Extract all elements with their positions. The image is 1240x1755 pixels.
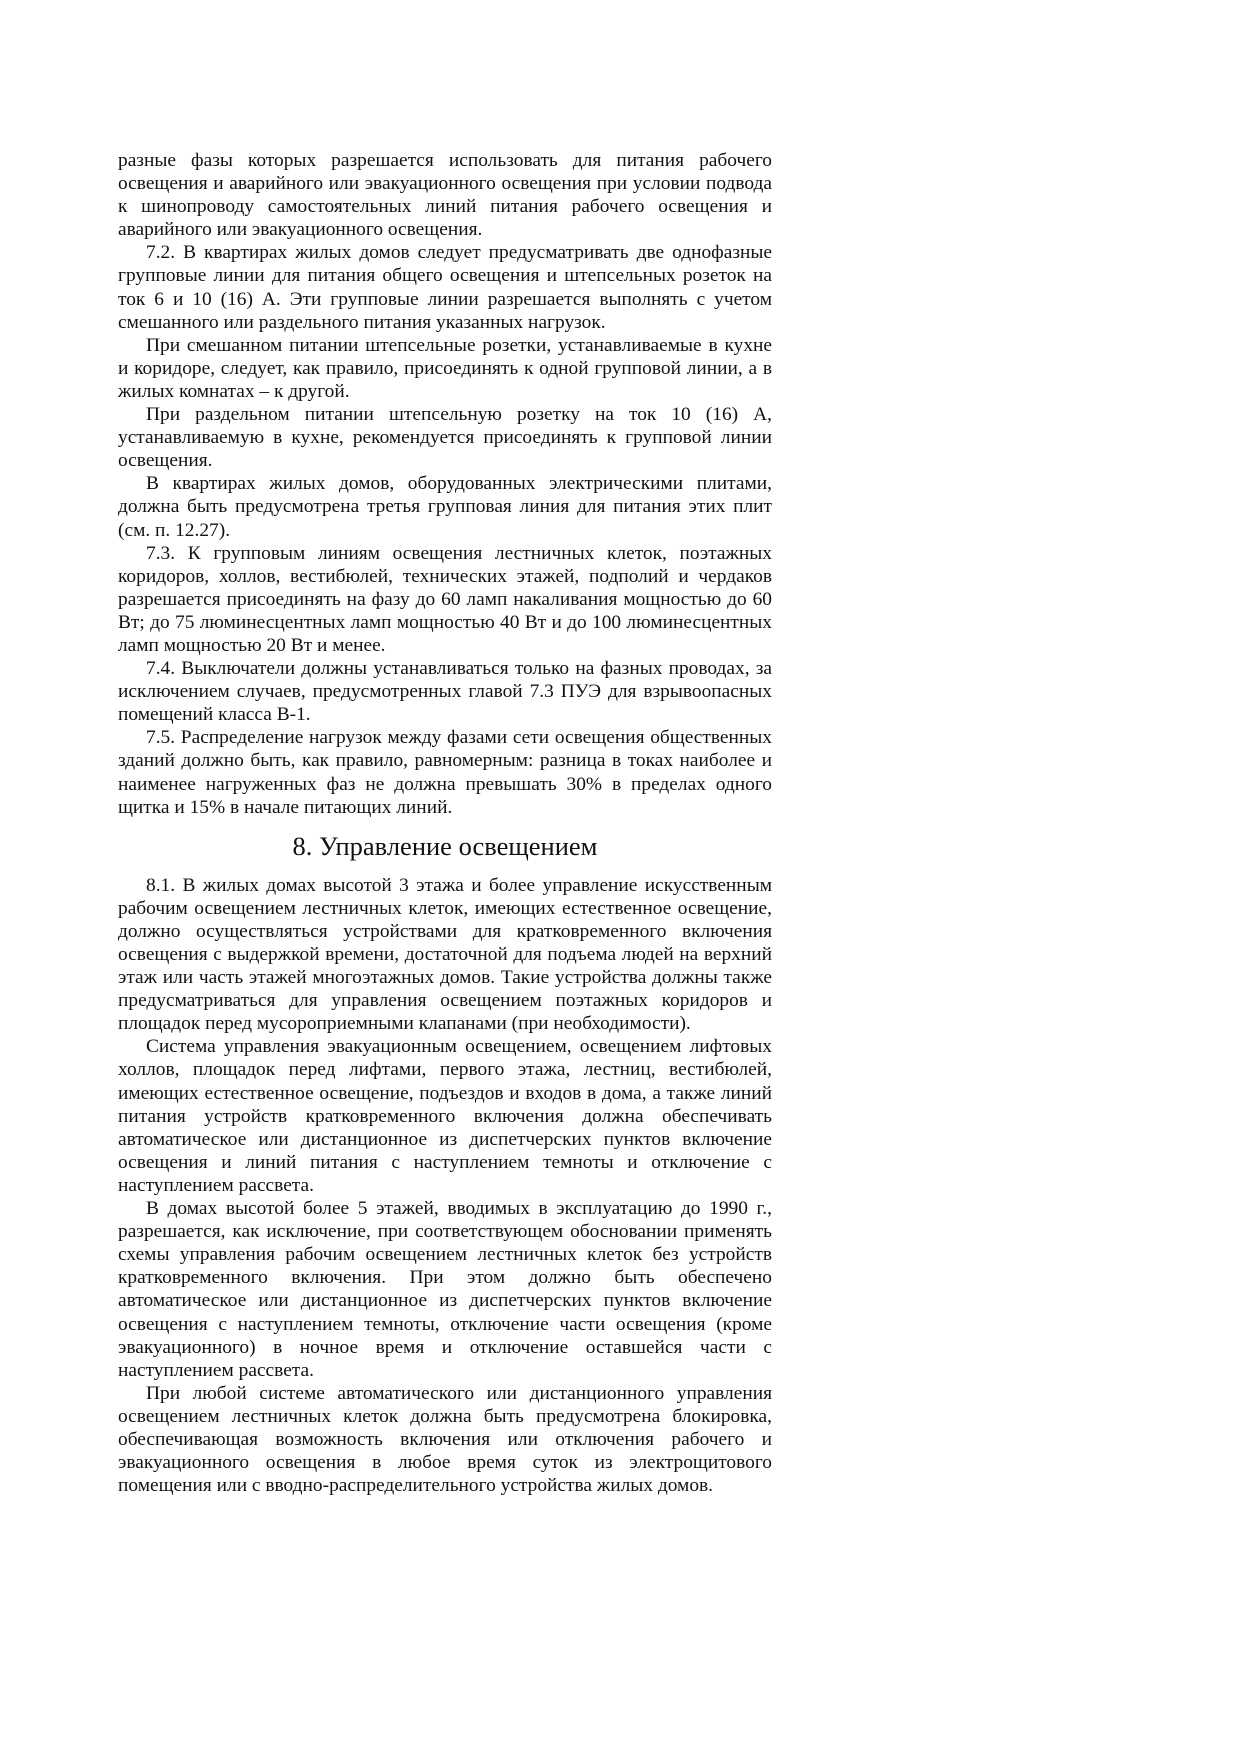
- paragraph-7-4: 7.4. Выключатели должны устанавливаться только на фазных проводах, за исключением случаев, предусмотренных главой 7.3 ПУЭ для взрывоопасных помещений класса В-1.: [118, 658, 772, 726]
- paragraph-separate-supply: При раздельном питании штепсельную розетку на ток 10 (16) А, устанавливаемую в кухне, рекомендуется присоединять к групповой линии освещения.: [118, 404, 772, 472]
- paragraph-7-5: 7.5. Распределение нагрузок между фазами сети освещения общественных зданий должно быть, как правило, равномерным: разница в токах наиболее и наименее нагруженных фаз не должна превышать 30% в пределах одного щитка и 15% в начале питающих линий.: [118, 727, 772, 818]
- paragraph-7-1-continuation: разные фазы которых разрешается использовать для питания рабочего освещения и аварийного или эвакуационного освещения при условии подвода к шинопроводу самостоятельных линий питания рабочего освещения и аварийного или эвакуационного освещения.: [118, 150, 772, 241]
- section-heading-8: 8. Управление освещением: [292, 830, 598, 861]
- paragraph-electric-stoves: В квартирах жилых домов, оборудованных электрическими плитами, должна быть предусмотрена третья групповая линия для питания этих плит (см. п. 12.27).: [118, 473, 772, 541]
- paragraph-mixed-supply: При смешанном питании штепсельные розетки, устанавливаемые в кухне и коридоре, следует, как правило, присоединять к одной групповой линии, а в жилых комнатах – к другой.: [118, 334, 772, 402]
- paragraph-7-3: 7.3. К групповым линиям освещения лестничных клеток, поэтажных коридоров, холлов, вестибюлей, технических этажей, подполий и чердаков разрешается присоединять на фазу до 60 ламп накаливания мощностью до 60 Вт; до 75 люминесцентных ламп мощностью 40 Вт и до 100 люминесцентных ламп мощностью 20 Вт и менее.: [118, 542, 772, 656]
- paragraph-7-2: 7.2. В квартирах жилых домов следует предусматривать две однофазные групповые линии для питания общего освещения и штепсельных розеток на ток 6 и 10 (16) А. Эти групповые линии разрешается выполнять с учетом смешанного или раздельного питания указанных нагрузок.: [118, 242, 772, 333]
- paragraph-five-storey-houses: В домах высотой более 5 этажей, вводимых в эксплуатацию до 1990 г., разрешается, как исключение, при соответствующем обосновании применять схемы управления рабочим освещением лестничных клеток без устройств кратковременного включения. При этом должно быть обеспечено автоматическое или дистанционное из диспетчерских пунктов включение освещения с наступлением темноты, отключение части освещения (кроме эвакуационного) в ночное время и отключение оставшейся части с наступлением рассвета.: [118, 1198, 772, 1381]
- paragraph-blocking: При любой системе автоматического или дистанционного управления освещением лестничных клеток должна быть предусмотрена блокировка, обеспечивающая возможность включения или отключения рабочего и эвакуационного освещения в любое время суток из электрощитового помещения или с вводно-распределительного устройства жилых домов.: [118, 1382, 772, 1497]
- paragraph-8-1: 8.1. В жилых домах высотой 3 этажа и более управление искусственным рабочим освещением лестничных клеток, имеющих естественное освещение, должно осуществляться устройствами для кратковременного включения освещения с выдержкой времени, достаточной для подъема людей на верхний этаж или часть этажей многоэтажных домов. Такие устройства должны также предусматриваться для управления освещением поэтажных коридоров и площадок перед мусороприемными клапанами (при необходимости).: [118, 874, 772, 1035]
- paragraph-evacuation-control: Система управления эвакуационным освещением, освещением лифтовых холлов, площадок перед лифтами, первого этажа, лестниц, вестибюлей, имеющих естественное освещение, подъездов и входов в дома, а также линий питания устройств кратковременного включения должна обеспечивать автоматическое или дистанционное из диспетчерских пунктов включение освещения и линий питания с наступлением темноты и отключение с наступлением рассвета.: [118, 1036, 772, 1196]
- document-page: [118, 149, 772, 1497]
